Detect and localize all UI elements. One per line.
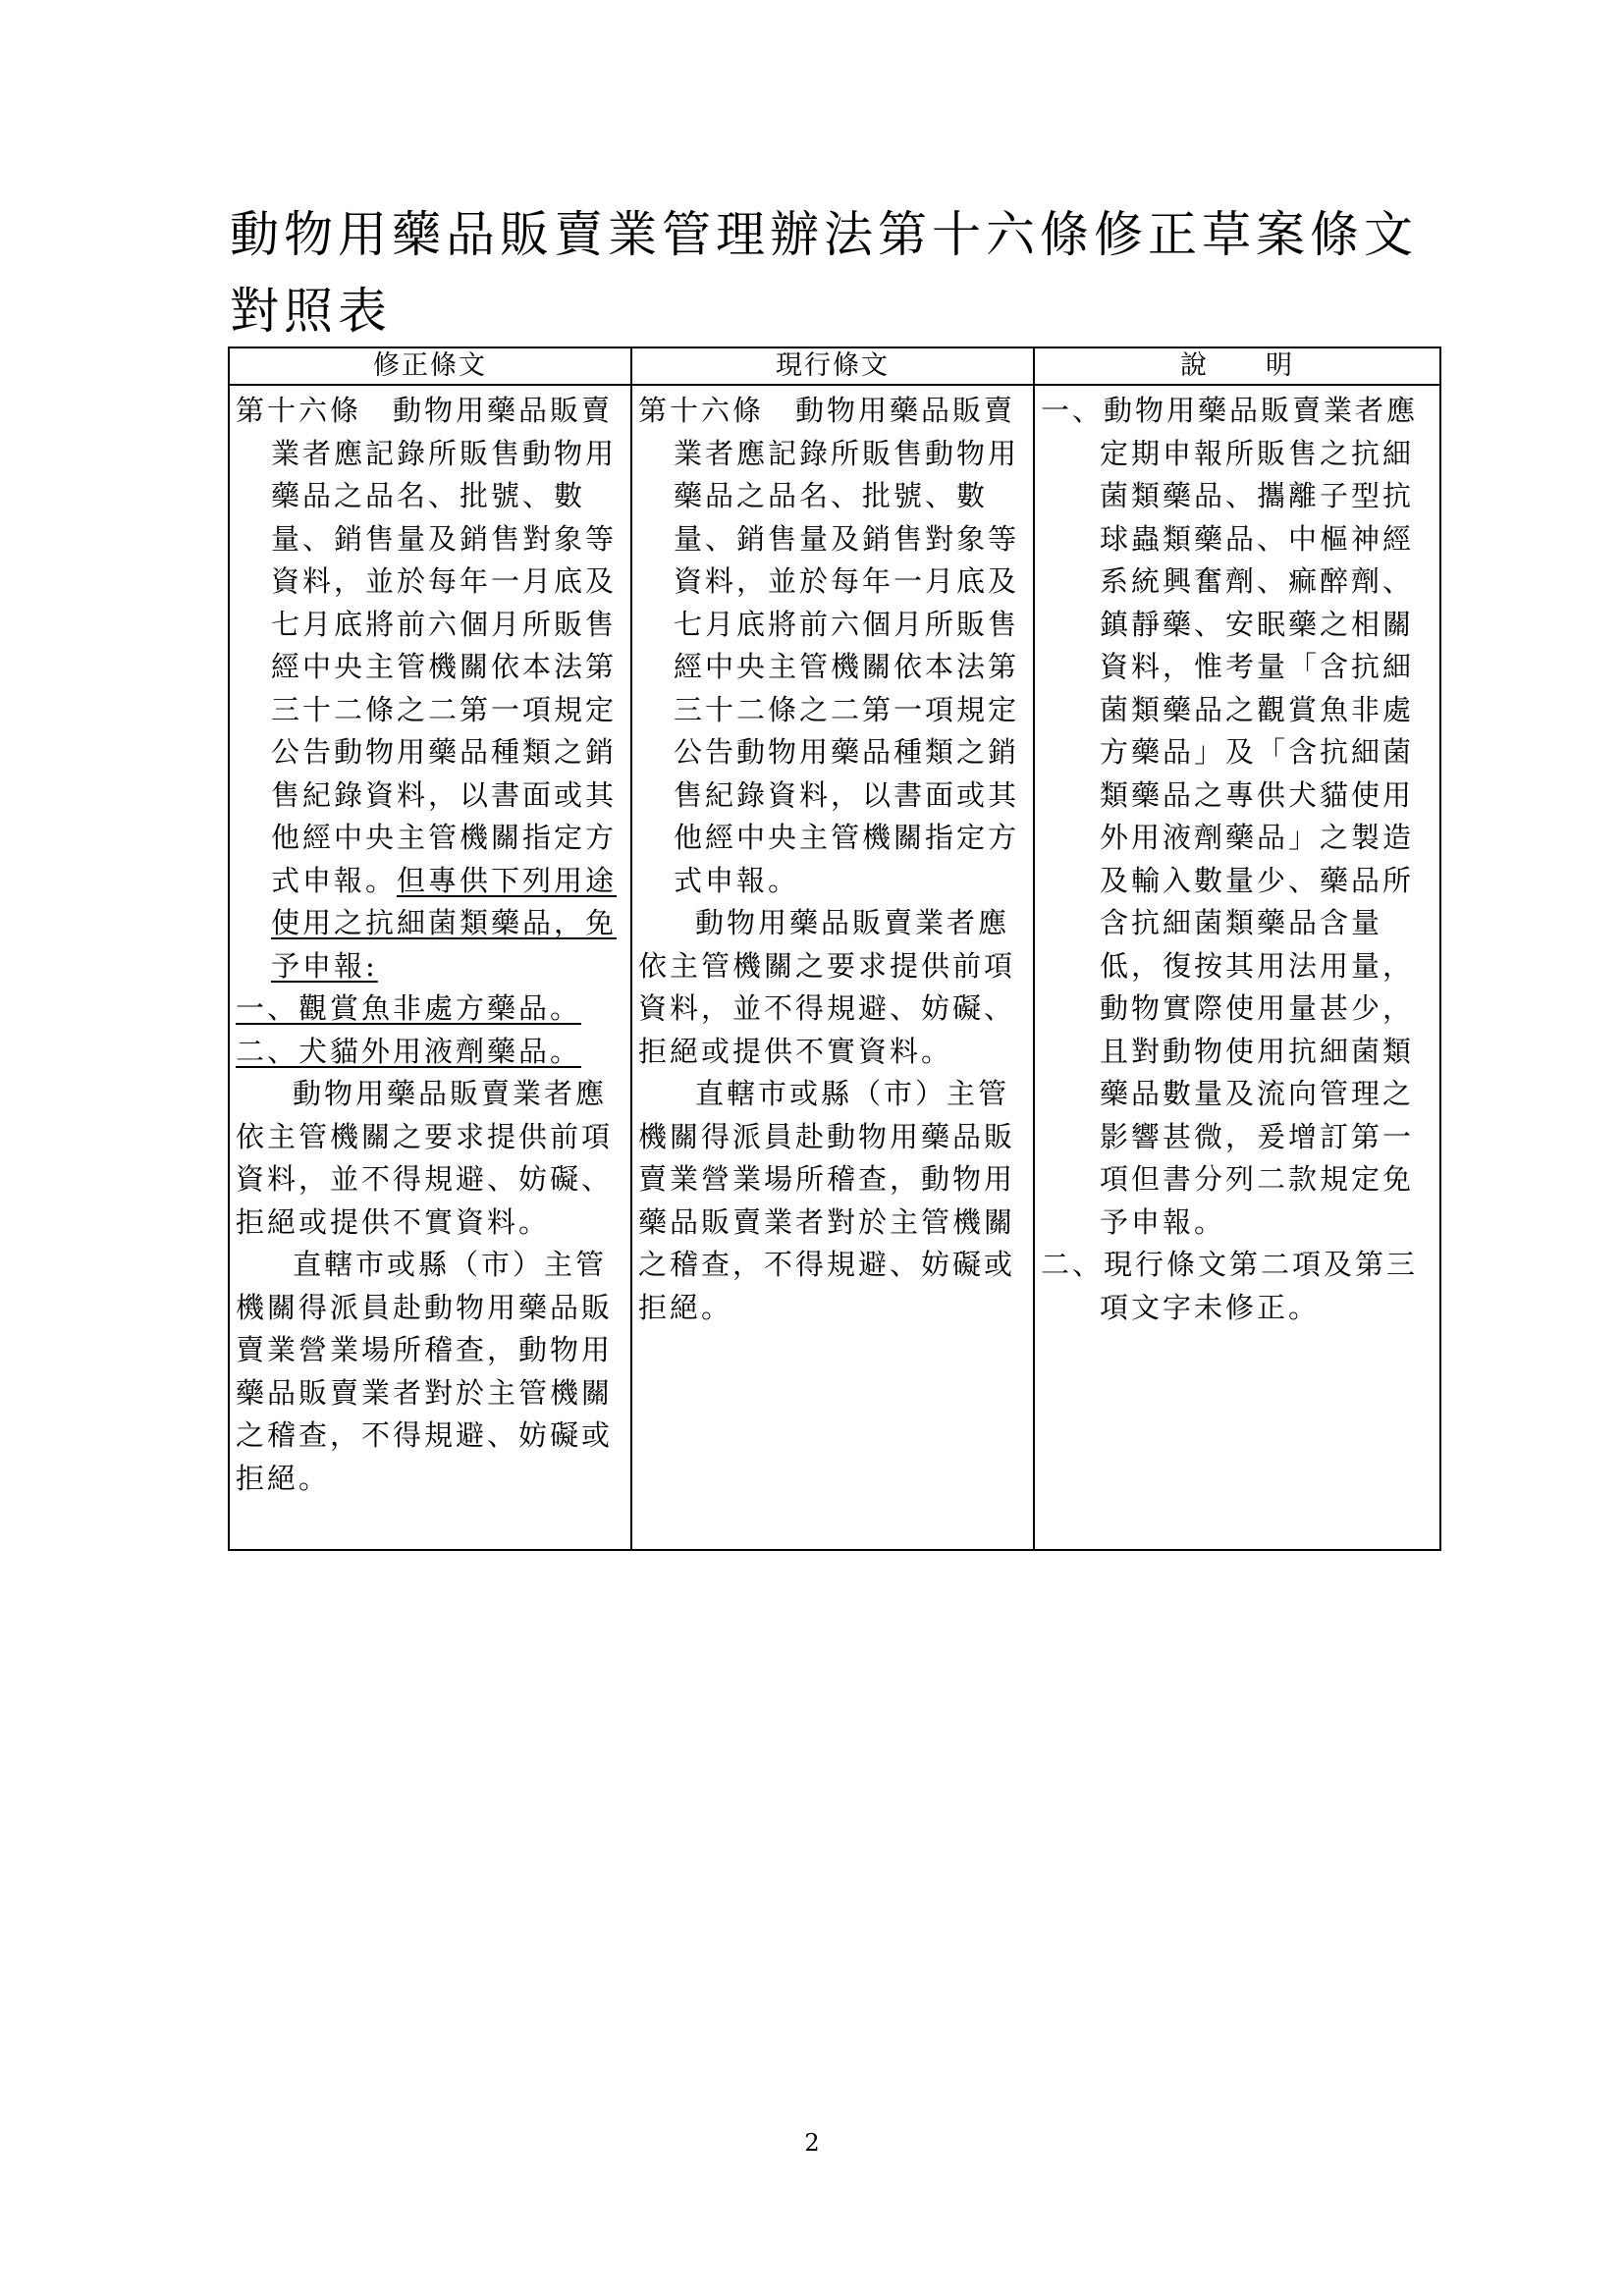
header-explanation: 說 明 bbox=[1034, 347, 1440, 385]
comparison-table bbox=[228, 347, 1441, 1551]
amended-paragraph-3: 直轄市或縣（市）主管機關得派員赴動物用藥品販賣業營業場所稽查，動物用藥品販賣業者對於主管機關之稽查，不得規避、妨礙或拒絕。 bbox=[236, 1248, 614, 1495]
amended-p1-underlined: 但專供下列用途使用之抗細菌類藥品，免予申報: bbox=[271, 863, 618, 983]
table-body-row bbox=[229, 385, 1440, 1550]
table-header-row bbox=[229, 347, 1440, 385]
header-amended: 修正條文 bbox=[229, 347, 631, 385]
amended-paragraph-2: 動物用藥品販賣業者應依主管機關之要求提供前項資料，並不得規避、妨礙、拒絕或提供不實資料。 bbox=[236, 1077, 614, 1239]
current-paragraph-3: 直轄市或縣（市）主管機關得派員赴動物用藥品販賣業營業場所稽查，動物用藥品販賣業者對於主管機關之稽查，不得規避、妨礙或拒絕。 bbox=[638, 1077, 1016, 1324]
current-paragraph-1 bbox=[638, 390, 1029, 902]
page-number: 2 bbox=[804, 2129, 820, 2157]
amended-item-1 bbox=[236, 988, 626, 1031]
explanation-note-2: 二、現行條文第二項及第三項文字未修正。 bbox=[1041, 1248, 1419, 1324]
amended-article-lead: 第十六條 bbox=[236, 394, 394, 427]
explanation-note-1: 一、動物用藥品販賣業者應定期申報所販售之抗細菌類藥品、攜離子型抗球蟲類藥品、中樞神經系統興奮劑、痲醉劑、鎮靜藥、安眠藥之相關資料，惟考量「含抗細菌類藥品之觀賞魚非處方藥品」及「含抗細菌類藥品之專供犬貓使用外用液劑藥品」之製造及輸入數量少、藥品所含抗細菌類藥品含量低，復按其用法用量，動物實際使用量甚少，且對動物使用抗細菌類藥品數量及流向管理之影響甚微，爰增訂第一項但書分列二款規定免予申報。 bbox=[1041, 394, 1419, 1239]
current-article-lead: 第十六條 bbox=[638, 394, 796, 427]
explanation-column bbox=[1034, 385, 1440, 1550]
amended-column bbox=[229, 385, 631, 1550]
amended-item-1-text: 一、觀賞魚非處方藥品。 bbox=[236, 991, 582, 1025]
header-current: 現行條文 bbox=[631, 347, 1034, 385]
current-p1-text: 動物用藥品販賣業者應記錄所販售動物用藥品之品名、批號、數量、銷售量及銷售對象等資料，並於每年一月底及七月底將前六個月所販售經中央主管機關依本法第三十二條之二第一項規定公告動物用藥品種類之銷售紀錄資料，以書面或其他經中央主管機關指定方式申報。 bbox=[674, 394, 1020, 897]
amended-p1-text: 動物用藥品販賣業者應記錄所販售動物用藥品之品名、批號、數量、銷售量及銷售對象等資料，並於每年一月底及七月底將前六個月所販售經中央主管機關依本法第三十二條之二第一項規定公告動物用藥品種類之銷售紀錄資料，以書面或其他經中央主管機關指定方式申報。 bbox=[271, 394, 618, 897]
document-title: 動物用藥品販賣業管理辦法第十六條修正草案條文 對照表 bbox=[230, 206, 1418, 340]
amended-item-2 bbox=[236, 1031, 626, 1074]
amended-item-2-text: 二、犬貓外用液劑藥品。 bbox=[236, 1034, 582, 1068]
current-column bbox=[631, 385, 1034, 1550]
amended-paragraph-1 bbox=[236, 390, 626, 988]
current-paragraph-2: 動物用藥品販賣業者應依主管機關之要求提供前項資料，並不得規避、妨礙、拒絕或提供不實資料。 bbox=[638, 906, 1016, 1068]
